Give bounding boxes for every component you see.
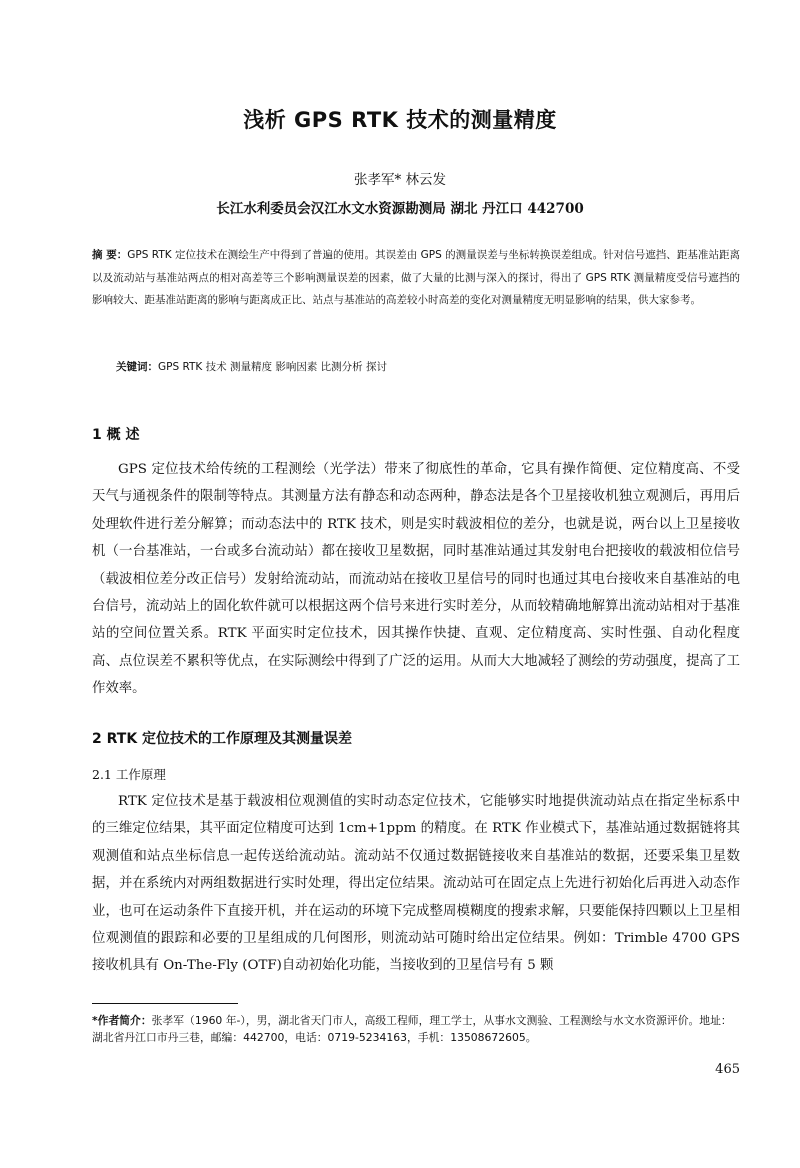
footnote-rule	[92, 1003, 238, 1004]
keywords-label: 关键词：	[116, 361, 158, 373]
abstract-label: 摘 要：	[92, 249, 128, 261]
author-footnote	[92, 1012, 742, 1046]
abstract	[92, 244, 740, 312]
section-1-heading: 1 概 述	[92, 427, 140, 443]
footnote-text: 张孝军（1960 年-），男，湖北省天门市人，高级工程师，理工学士，从事水文测验、工程测绘与水文水资源评价。地址：湖北省丹江口市丹三巷，邮编：442700，电话：0719-5234163，手机：13508672605。	[92, 1014, 732, 1044]
author-list: 张孝军* 林云发	[353, 172, 447, 188]
abstract-text: GPS RTK 定位技术在测绘生产中得到了普遍的使用。其误差由 GPS 的测量误差与坐标转换误差组成。针对信号遮挡、距基准站距离以及流动站与基准站两点的相对高差等三个影响测量误差的因素，做了大量的比测与深入的探讨，得出了 GPS RTK 测量精度受信号遮挡的影响较大、距基准站距离的影响与距离成正比、站点与基准站的高差较小时高差的变化对测量精度无明显影响的结果，供大家参考。	[92, 249, 741, 306]
section-1-paragraph: GPS 定位技术给传统的工程测绘（光学法）带来了彻底性的革命，它具有操作简便、定位精度高、不受天气与通视条件的限制等特点。其测量方法有静态和动态两种，静态法是各个卫星接收机独立观测后，再用后处理软件进行差分解算；而动态法中的 RTK 技术，则是实时载波相位的差分，也就是说，两台以上卫星接收机（一台基准站，一台或多台流动站）都在接收卫星数据，同时基准站通过其发射电台把接收的载波相位信号（载波相位差分改正信号）发射给流动站，而流动站在接收卫星信号的同时也通过其电台接收来自基准站的电台信号，流动站上的固化软件就可以根据这两个信号来进行实时差分，从而较精确地解算出流动站相对于基准站的空间位置关系。RTK 平面实时定位技术，因其操作快捷、直观、定位精度高、实时性强、自动化程度高、点位误差不累积等优点，在实际测绘中得到了广泛的运用。从而大大地减轻了测绘的劳动强度，提高了工作效率。	[92, 462, 740, 697]
footnote-label: *作者简介：	[92, 1014, 152, 1027]
subsection-2-1-heading: 2.1 工作原理	[92, 767, 166, 782]
page-number: 465	[715, 1062, 740, 1077]
author-affiliation: 长江水利委员会汉江水文水资源勘测局 湖北 丹江口 442700	[216, 201, 584, 217]
keywords	[116, 356, 740, 378]
section-2-1-paragraph: RTK 定位技术是基于载波相位观测值的实时动态定位技术，它能够实时地提供流动站点在指定坐标系中的三维定位结果，其平面定位精度可达到 1cm+1ppm 的精度。在 RTK 作业模式下，基准站通过数据链将其观测值和站点坐标信息一起传送给流动站。流动站不仅通过数据链接收来自基准站的数据，还要采集卫星数据，并在系统内对两组数据进行实时处理，得出定位结果。流动站可在固定点上先进行初始化后再进入动态作业，也可在运动条件下直接开机，并在运动的环境下完成整周模糊度的搜索求解，只要能保持四颗以上卫星相位观测值的跟踪和必要的卫星组成的几何图形，则流动站可随时给出定位结果。例如：Trimble 4700 GPS 接收机具有 On-The-Fly (OTF)自动初始化功能，当接收到的卫星信号有 5 颗	[92, 794, 740, 974]
paper-title: 浅析 GPS RTK 技术的测量精度	[243, 108, 557, 132]
section-2-heading: 2 RTK 定位技术的工作原理及其测量误差	[92, 731, 353, 747]
keywords-text: GPS RTK 技术 测量精度 影响因素 比测分析 探讨	[158, 361, 387, 373]
